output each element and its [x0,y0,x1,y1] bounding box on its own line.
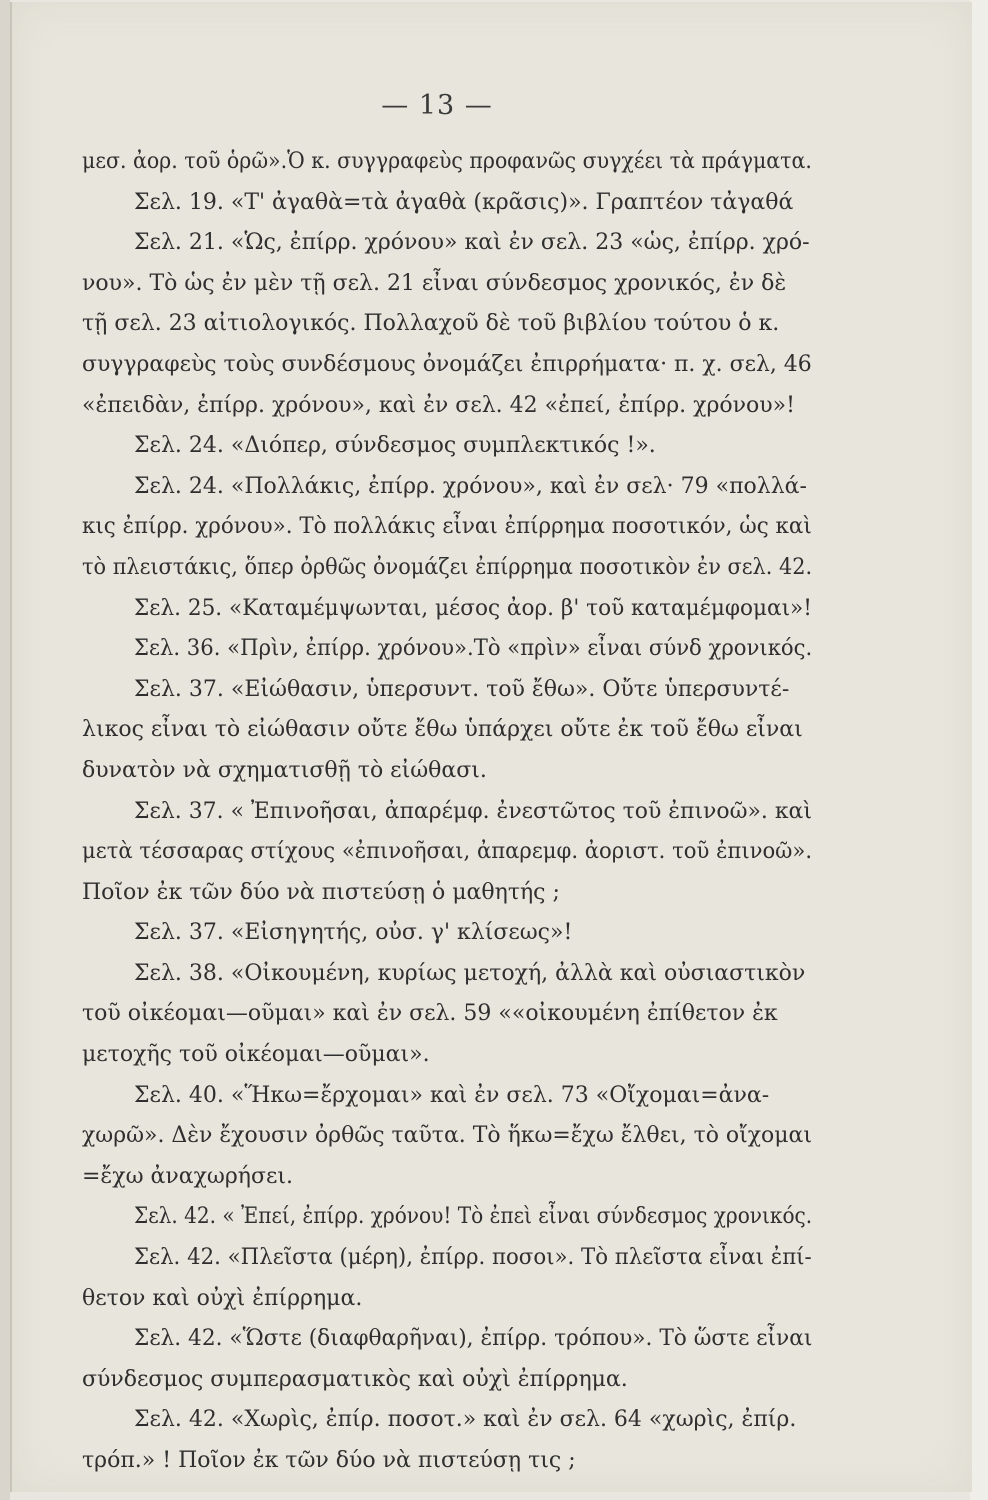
text-line: σύνδεσμος συμπερασματικὸς καὶ οὐχὶ ἐπίρρημα. [82,1366,628,1392]
text-line: Σελ. 19. «Τ' ἀγαθὰ=τὰ ἀγαθὰ (κρᾶσις)». Γραπτέον τἀγαθά [134,189,794,215]
text-line: =ἔχω ἀναχωρήσει. [82,1163,294,1189]
scan-left-margin [0,0,10,1500]
text-line: λικος εἶναι τὸ εἰώθασιν οὔτε ἔθω ὑπάρχει οὔτε ἐκ τοῦ ἔθω εἶναι [82,717,803,743]
text-line: τοῦ οἰκέομαι—οῦμαι» καὶ ἐν σελ. 59 ««οἰκουμένη ἐπίθετον ἐκ [82,1001,778,1027]
text-line: Σελ. 24. «Πολλάκις, ἐπίρρ. χρόνου», καὶ ἐν σελ· 79 «πολλά- [134,473,807,499]
text-line: Σελ. 42. «Ὥστε (διαφθαρῆναι), ἐπίρρ. τρόπου». Τὸ ὥστε εἶναι [134,1326,812,1352]
text-line: Σελ. 42. « Ἐπεί, ἐπίρρ. χρόνου! Τὸ ἐπεὶ εἶναι σύνδεσμος χρονικός. [134,1204,812,1230]
text-line: τῇ σελ. 23 αἰτιολογικός. Πολλαχοῦ δὲ τοῦ βιβλίου τούτου ὁ κ. [82,311,780,337]
page-body-text [82,142,812,1482]
text-line: «ἐπειδὰν, ἐπίρρ. χρόνου», καὶ ἐν σελ. 42 «ἐπεί, ἐπίρρ. χρόνου»! [82,392,795,418]
text-line: Σελ. 42. «Χωρὶς, ἐπίρ. ποσοτ.» καὶ ἐν σελ. 64 «χωρὶς, ἐπίρ. [134,1407,797,1433]
text-line: μετὰ τέσσαρας στίχους «ἐπινοῆσαι, ἀπαρεμφ. ἀοριστ. τοῦ ἐπινοῶ». [82,839,812,865]
text-line: θετον καὶ οὐχὶ ἐπίρρημα. [82,1285,363,1311]
text-line: Σελ. 24. «Διόπερ, σύνδεσμος συμπλεκτικός !». [134,433,656,459]
text-line: Σελ. 25. «Καταμέμψωνται, μέσος ἀορ. β' τοῦ καταμέμφομαι»! [134,595,812,621]
text-line: Ποῖον ἐκ τῶν δύο νὰ πιστεύσῃ ὁ μαθητής ; [82,879,560,905]
text-line: συγγραφεὺς τοὺς συνδέσμους ὀνομάζει ἐπιρρήματα· π. χ. σελ, 46 [82,351,812,377]
text-line: χωρῶ». Δὲν ἔχουσιν ὀρθῶς ταῦτα. Τὸ ἥκω=ἔχω ἔλθει, τὸ οἴχομαι [82,1123,812,1149]
text-line: Σελ. 37. «Εἰώθασιν, ὑπερσυντ. τοῦ ἔθω». Οὔτε ὑπερσυντέ- [134,676,790,702]
text-line: κις ἐπίρρ. χρόνου». Τὸ πολλάκις εἶναι ἐπίρρημα ποσοτικόν, ὡς καὶ [82,514,812,540]
page-number: — 13 — [381,90,493,121]
text-line: μετοχῆς τοῦ οἰκέομαι—οῦμαι». [82,1042,430,1068]
text-line: Σελ. 36. «Πρὶν, ἐπίρρ. χρόνου».Τὸ «πρὶν» εἶναι σύνδ χρονικός. [134,636,812,662]
text-line: τρόπ.» ! Ποῖον ἐκ τῶν δύο νὰ πιστεύσῃ τις ; [82,1448,576,1473]
text-line: νου». Τὸ ὡς ἐν μὲν τῇ σελ. 21 εἶναι σύνδεσμος χρονικός, ἐν δὲ [82,270,787,296]
text-line: Σελ. 42. «Πλεῖστα (μέρη), ἐπίρρ. ποσοι». Τὸ πλεῖστα εἶναι ἐπί- [134,1245,812,1271]
text-line: δυνατὸν νὰ σχηματισθῇ τὸ εἰώθασι. [82,757,487,783]
text-line: Σελ. 37. « Ἐπινοῆσαι, ἀπαρέμφ. ἐνεστῶτος τοῦ ἐπινοῶ». καὶ [134,798,812,824]
text-line: μεσ. ἀορ. τοῦ ὁρῶ».Ὁ κ. συγγραφεὺς προφανῶς συγχέει τὰ πράγματα. [82,149,812,174]
text-line: Σελ. 40. «Ἥκω=ἔρχομαι» καὶ ἐν σελ. 73 «Οἴχομαι=ἀνα- [134,1082,770,1108]
text-line: τὸ πλειστάκις, ὅπερ ὀρθῶς ὀνομάζει ἐπίρρημα ποσοτικὸν ἐν σελ. 42. [82,554,812,580]
text-line: Σελ. 37. «Εἰσηγητής, οὐσ. γ' κλίσεως»! [134,920,573,946]
text-line: Σελ. 38. «Οἰκουμένη, κυρίως μετοχή, ἀλλὰ καὶ οὐσιαστικὸν [134,960,806,986]
scan-right-margin [970,0,988,1500]
text-line: Σελ. 21. «Ὡς, ἐπίρρ. χρόνου» καὶ ἐν σελ. 23 «ὡς, ἐπίρρ. χρό- [134,230,810,256]
